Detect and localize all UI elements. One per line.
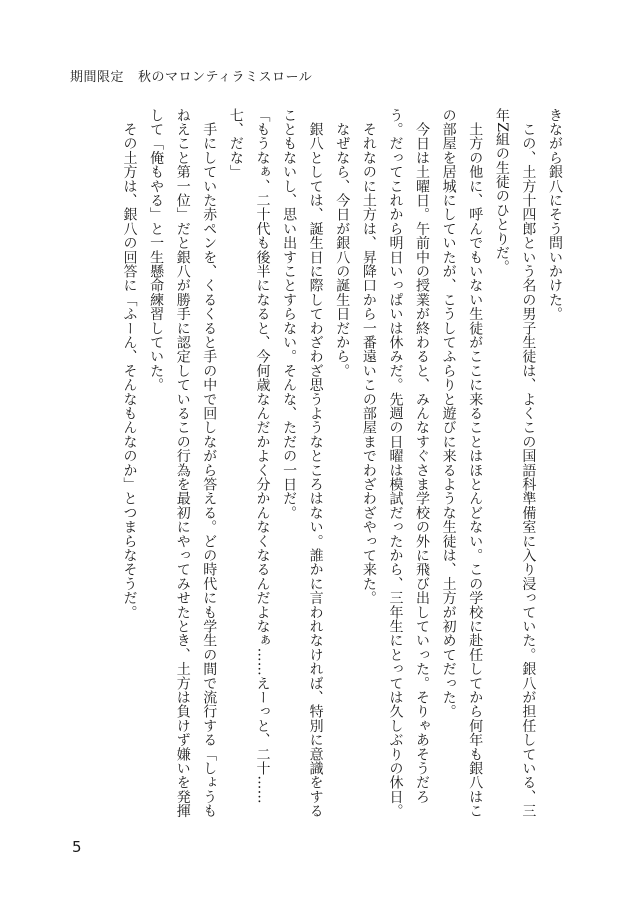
paragraph: きながら銀八にそう問いかけた。: [547, 108, 563, 321]
paragraph: この、土方十四郎という名の男子生徒は、よくこの国語科準備室に入り浸っていた。銀八が担任している、三年Z組の生徒のひとりだ。: [493, 108, 537, 818]
paragraph: 銀八としては、誕生日に際してわざわざ思うようなところはない。誰かに言われなければ、特別に意識をすることもないし、思い出すことすらない。そんな、ただの一日だ。: [281, 108, 324, 818]
paragraph: 土方の他に、呼んでもいない生徒がここに来ることはほとんどない。この学校に赴任してから何年も銀八はこの部屋を居城にしていたが、こうしてふらりと遊びに来るような生徒は、土方が初めてだった。: [440, 108, 484, 818]
paragraph: 手にしていた赤ペンを、くるくると手の中で回しながら答える。どの時代にも学生の間で流行する「しょうもねえこと第一位」だと銀八が勝手に認定しているこの行為を最初にやってみせたとき、土方は負けず嫌いを発揮して「俺もやる」と一生懸命練習していた。: [148, 108, 218, 818]
paragraph: 「もうなぁ、二十代も後半になると、今何歳なんだかよく分かんなくなるんだよなぁ……えーっと、二十……七、だな」: [227, 108, 271, 804]
paragraph: なぜなら、今日が銀八の誕生日だから。: [334, 108, 351, 378]
paragraph: その土方は、銀八の回答に「ふーん、そんなもんなのか」とつまらなそうだ。: [121, 108, 138, 620]
running-head-title: 秋のマロンティラミスロール: [138, 70, 313, 85]
page-number: 5: [72, 838, 82, 856]
paragraph: 今日は土曜日。午前中の授業が終わると、みんなすぐさま学校の外に飛び出していった。そりゃあそうだろう。だってこれから明日いっぱいは休みだ。先週の日曜は模試だったから、三年生にとっては久しぶりの休日。: [387, 108, 431, 818]
running-head: [70, 66, 312, 85]
body-text: [88, 108, 568, 824]
paragraph: それなのに土方は、昇降口から一番遠いこの部屋までわざわざやって来た。: [360, 108, 377, 605]
running-head-tag: 期間限定: [70, 70, 125, 85]
